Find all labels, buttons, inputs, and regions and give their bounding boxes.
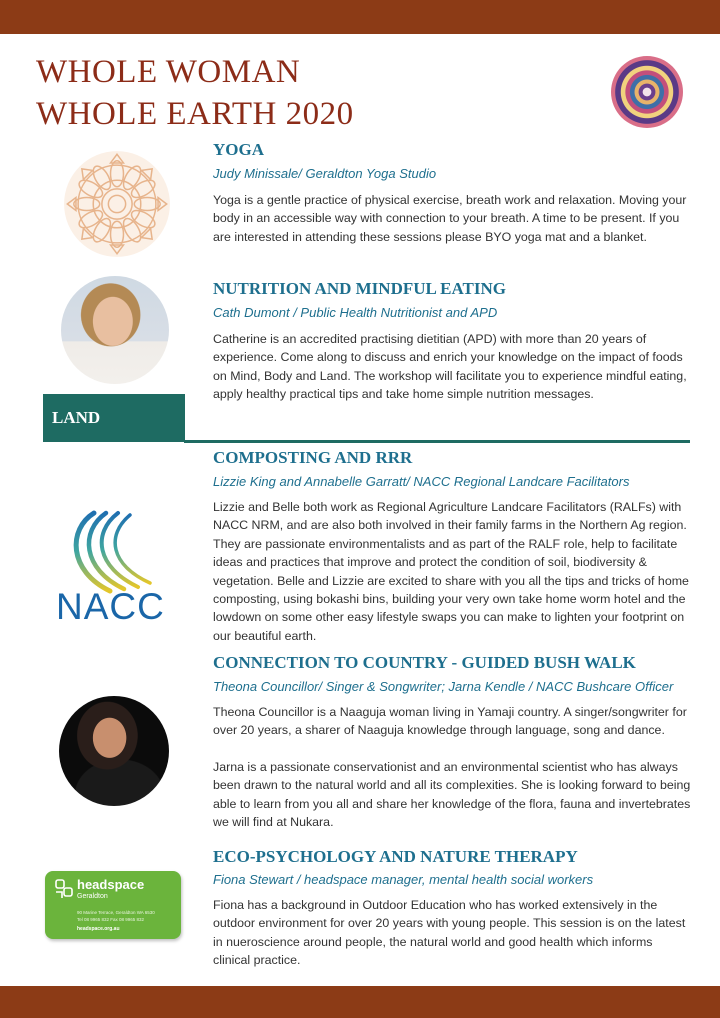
session-presenter-yoga: Judy Minissale/ Geraldton Yoga Studio <box>213 166 437 181</box>
page-title-line2: WHOLE EARTH 2020 <box>36 96 354 132</box>
session-description-bush-walk-jarna: Jarna is a passionate conservationist and an environmental scientist who has always been drawn to the natural world and all its complexities. She is looking forward to being able to learn from you all and share her knowledge of the flora, fauna and invertebrates we will find at Nukara. <box>213 760 691 830</box>
headspace-contact: Tel 08 9965 832 Fax 08 9965 832 <box>77 917 145 922</box>
session-presenter-composting: Lizzie King and Annabelle Garratt/ NACC Regional Landcare Facilitators <box>213 474 630 489</box>
session-description-composting: Lizzie and Belle both work as Regional Agriculture Landcare Facilitators (RALFs) with NACC NRM, and are also both involved in their family farms in the Northern Ag region. They are passionate environmentalists and as part of the RALF role, help to facilitate ideas and practices that improve and protect the condition of soil, biodiversity & vegetation. Belle and Lizzie are excited to share with you all the tips and tricks of home composting, using bokashi bins, building your very own take home worm hotel and the lowdown on some other easy lifestyle swaps you can make to lighten your footprint on our beautiful earth. <box>213 500 689 643</box>
session-title-bush-walk: CONNECTION TO COUNTRY - GUIDED BUSH WALK <box>213 653 636 672</box>
session-description-nutrition: Catherine is an accredited practising dietitian (APD) with more than 20 years of experience. Come along to discuss and enrich your knowledge on the impact of foods on Mind, Body and Land. The workshop will facilitate you to experience mindful eating, apply healthy practical tips and take home simple nutrition messages. <box>213 332 687 402</box>
presenter-photo-theona-councillor <box>59 696 169 806</box>
session-presenter-eco-psychology: Fiona Stewart / headspace manager, mental health social workers <box>213 872 594 887</box>
headspace-url: headspace.org.au <box>77 926 120 932</box>
session-description-eco-psychology: Fiona has a background in Outdoor Education who has worked extensively in the outdoor environment for over 20 years with young people. This session is on the latest in nueroscience around people, the natural world and good health which informs clinical practice. <box>213 898 686 968</box>
session-description-bush-walk-theona: Theona Councillor is a Naaguja woman living in Yamaji country. A singer/songwriter for over 20 years, a sharer of Naaguja knowledge through language, song and dance. <box>213 705 687 738</box>
bottom-border-bar <box>0 986 720 1018</box>
headspace-address: 90 Marine Terrace, Geraldton WA 6530 <box>77 910 155 915</box>
mandala-icon <box>63 150 171 258</box>
session-title-yoga: YOGA <box>213 140 264 159</box>
category-label-land: LAND <box>52 408 101 427</box>
session-presenter-bush-walk: Theona Councillor/ Singer & Songwriter; Jarna Kendle / NACC Bushcare Officer <box>213 679 674 694</box>
category-divider-line <box>184 440 690 443</box>
headspace-head-icon <box>54 878 74 900</box>
session-title-eco-psychology: ECO-PSYCHOLOGY AND NATURE THERAPY <box>213 847 578 866</box>
headspace-location: Geraldton <box>77 893 108 900</box>
headspace-brand-name: headspace <box>77 877 145 892</box>
session-title-composting: COMPOSTING AND RRR <box>213 448 413 467</box>
session-title-nutrition: NUTRITION AND MINDFUL EATING <box>213 279 506 298</box>
mandala-artwork-badge <box>611 56 683 128</box>
session-presenter-nutrition: Cath Dumont / Public Health Nutritionist and APD <box>213 305 498 320</box>
presenter-photo-cath-dumont <box>61 276 169 384</box>
nacc-logo-text: NACC <box>56 586 165 627</box>
top-border-bar <box>0 0 720 34</box>
headspace-logo-card <box>45 871 181 939</box>
page-title-line1: WHOLE WOMAN <box>36 54 301 90</box>
session-description-yoga: Yoga is a gentle practice of physical exercise, breath work and relaxation. Moving your body in an accessible way with connection to your breath. A time to be present. If you are interested in attending these sessions please BYO yoga mat and a blanket. <box>213 193 687 244</box>
